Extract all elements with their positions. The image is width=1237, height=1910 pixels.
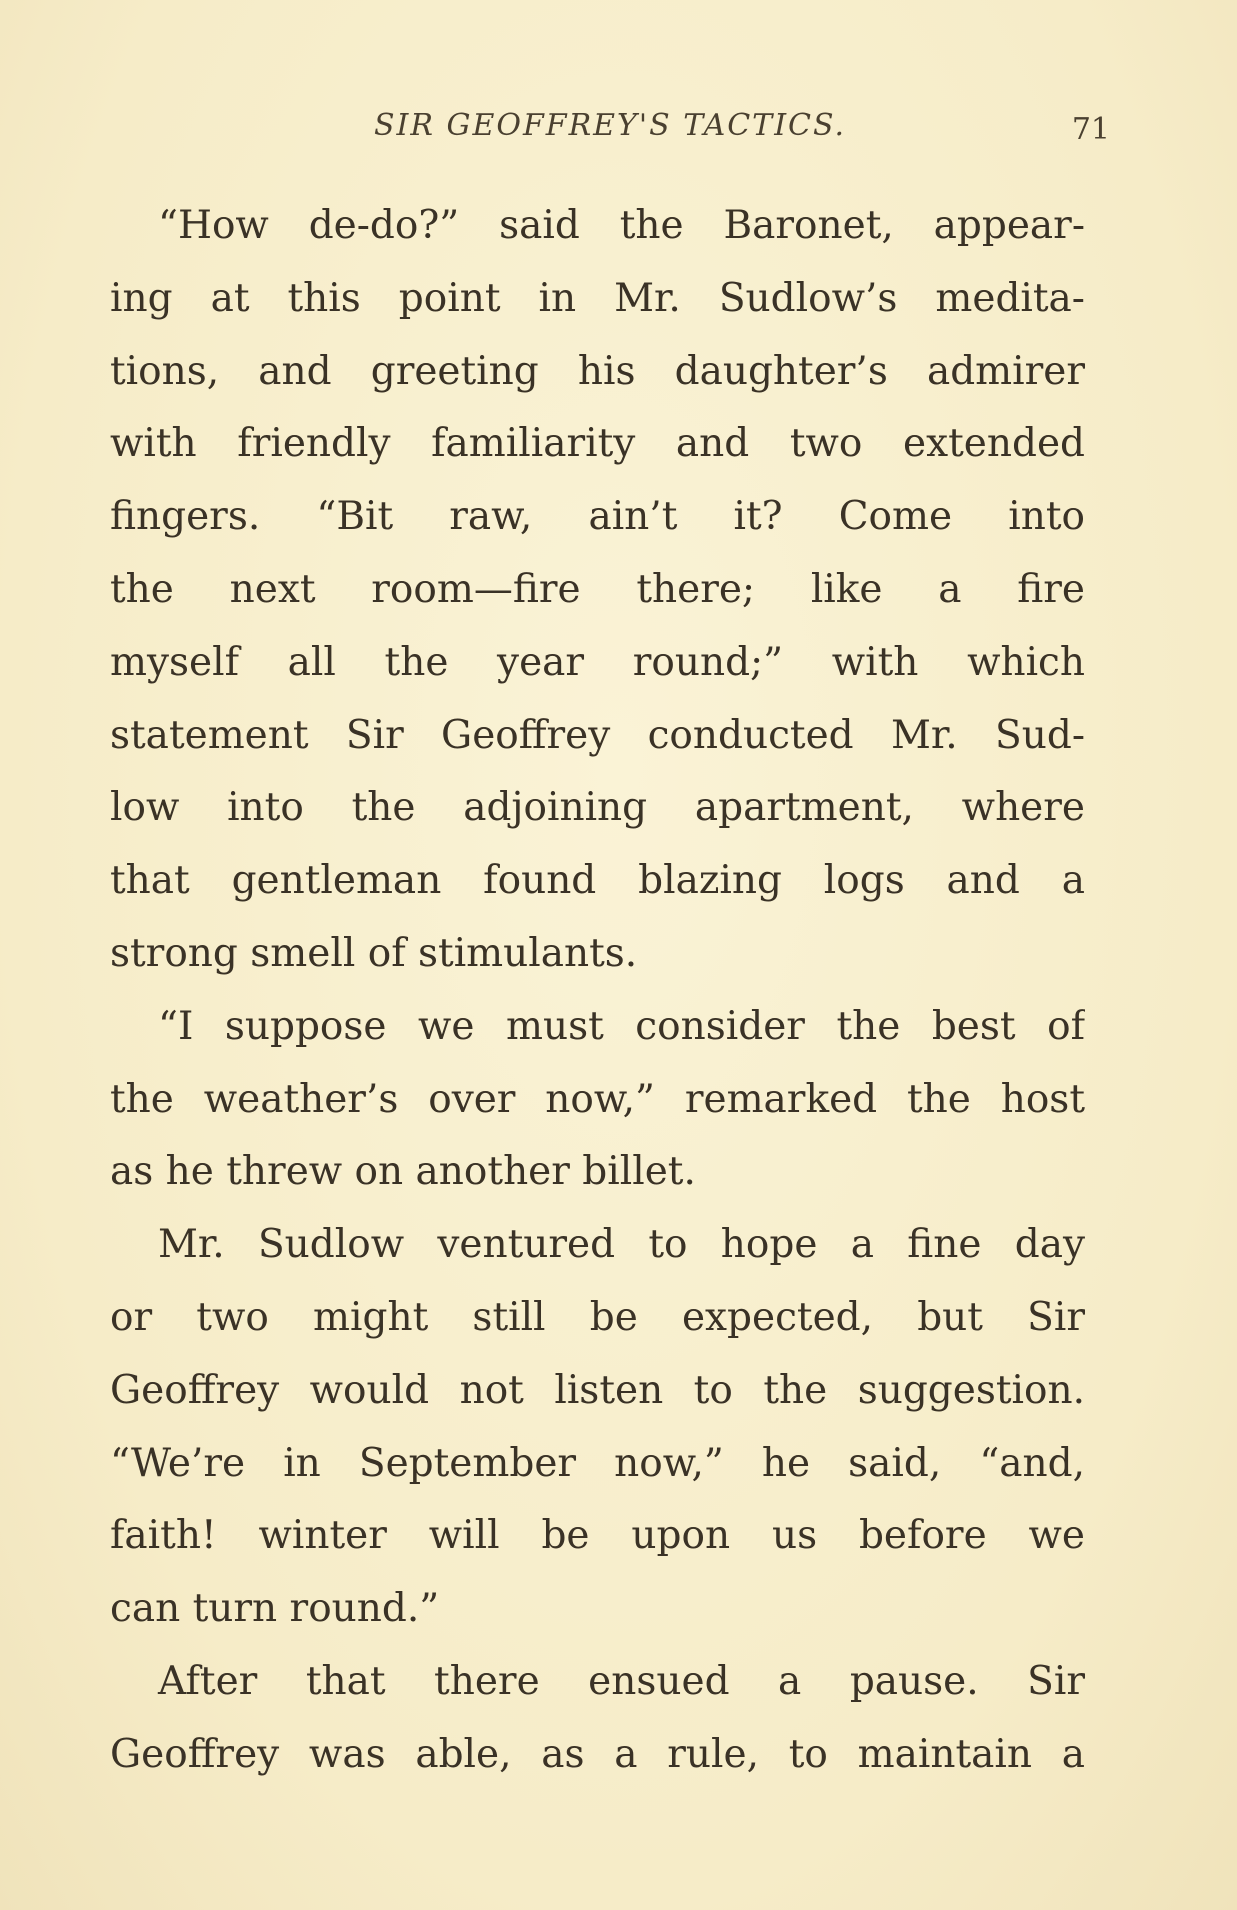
- text-line: statement Sir Geoffrey conducted Mr. Sud-: [110, 712, 1085, 758]
- text-line: tions, and greeting his daughter’s admirer: [110, 348, 1085, 394]
- text-line: fingers. “Bit raw, ain’t it? Come into: [110, 494, 1085, 540]
- body-text: [110, 190, 1085, 1792]
- text-line: “I suppose we must consider the best of: [158, 1003, 1085, 1049]
- text-line: strong smell of stimulants.: [110, 930, 638, 976]
- text-line: or two might still be expected, but Sir: [110, 1294, 1085, 1340]
- text-line: can turn round.”: [110, 1586, 440, 1632]
- text-line: myself all the year round;” with which: [110, 639, 1085, 685]
- text-line: low into the adjoining apartment, where: [110, 785, 1085, 831]
- text-line: “How de-do?” said the Baronet, appear-: [158, 203, 1085, 248]
- text-line: ing at this point in Mr. Sudlow’s medita-: [110, 275, 1085, 321]
- text-line: After that there ensued a pause. Sir: [158, 1658, 1085, 1704]
- text-line: as he threw on another billet.: [110, 1149, 696, 1195]
- text-line: Mr. Sudlow ventured to hope a fine day: [158, 1222, 1085, 1268]
- text-line: faith! winter will be upon us before we: [110, 1513, 1085, 1559]
- text-line: Geoffrey was able, as a rule, to maintain a: [110, 1731, 1085, 1777]
- text-line: Geoffrey would not listen to the suggestion.: [110, 1367, 1085, 1413]
- text-line: that gentleman found blazing logs and a: [110, 858, 1085, 904]
- running-head: SIR GEOFFREY'S TACTICS.: [373, 108, 847, 143]
- text-line: the weather’s over now,” remarked the host: [110, 1076, 1085, 1122]
- text-line: “We’re in September now,” he said, “and,: [110, 1440, 1085, 1486]
- text-line: with friendly familiarity and two extended: [110, 421, 1085, 467]
- page-number: 71: [1071, 112, 1110, 147]
- text-line: the next room—fire there; like a fire: [110, 566, 1085, 612]
- page-header: [110, 108, 1110, 158]
